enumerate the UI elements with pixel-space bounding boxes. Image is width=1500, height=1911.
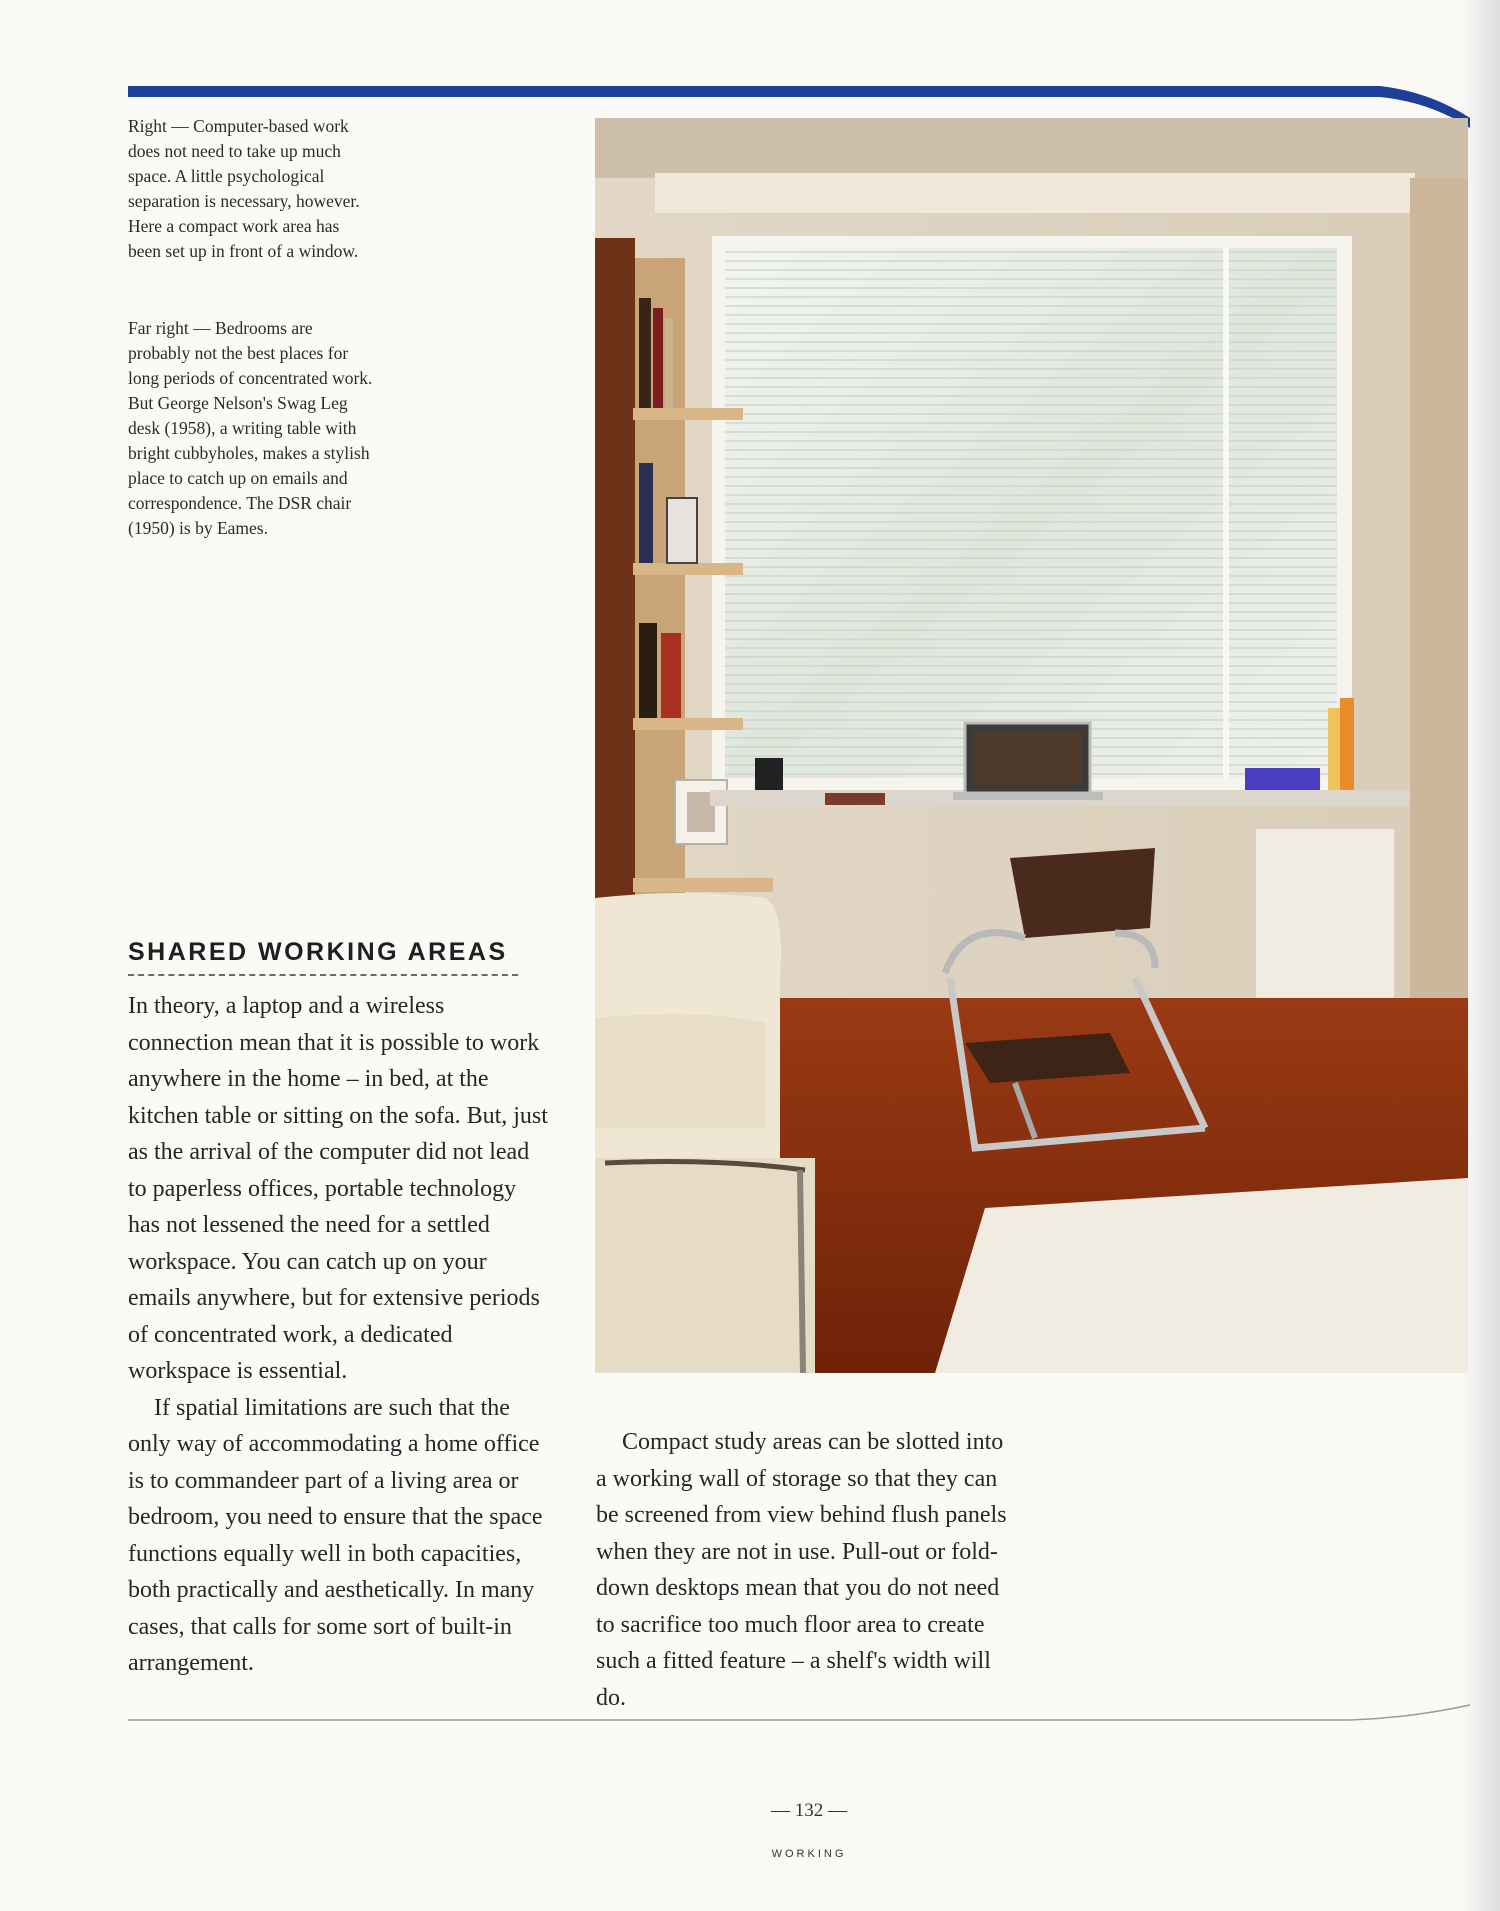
section-label: WORKING [771, 1848, 847, 1860]
home-office-photo [595, 118, 1468, 1373]
body-column-right [596, 1424, 1016, 1716]
caption-right: Right — Computer-based work does not need to take up much space. A little psychological separation is necessary, however. Here a compact work area has been set up in front of a window. [128, 116, 360, 261]
body-column-left [128, 988, 548, 1682]
caption-far-right-text: Bedrooms are probably not the best places for long periods of concentrated work. But George Nelson's Swag Leg desk (1958), a writing table with bright cubbyholes, makes a stylish place to catch up on emails and correspondence. The DSR chair (1950) is by Eames. [128, 318, 373, 538]
caption-far-right: Far right — Bedrooms are probably not the best places for long periods of concentrated work. But George Nelson's Swag Leg desk (1958), a writing table with bright cubbyholes, makes a stylish place to catch up on emails and correspondence. The DSR chair (1950) is by Eames. [128, 318, 373, 538]
body-paragraph-2: If spatial limitations are such that the only way of accommodating a home office is to commandeer part of a living area or bedroom, you need to ensure that the space functions equally well in both capacities, both practically and aesthetically. In many cases, that calls for some sort of built-in arrangement. [128, 1394, 543, 1676]
body-paragraph-3: Compact study areas can be slotted into a working wall of storage so that they can be screened from view behind flush panels when they are not in use. Pull-out or fold-down desktops mean that you do not need to sacrifice too much floor area to create such a fitted feature – a shelf's width will do. [596, 1429, 1007, 1711]
heading-dotted-rule [128, 974, 518, 976]
page-number: — 132 — [771, 1800, 847, 1821]
body-paragraph-1: In theory, a laptop and a wireless connection mean that it is possible to work anywhere in the home – in bed, at the kitchen table or sitting on the sofa. But, just as the arrival of the computer did not lead to paperless offices, portable technology has not lessened the need for a settled workspace. You can catch up on your emails anywhere, but for extensive periods of concentrated work, a dedicated workspace is essential. [128, 993, 548, 1384]
caption-right-lead: Right [128, 116, 167, 136]
bottom-rule [0, 1700, 1500, 1740]
caption-right-text: Computer-based work does not need to take up much space. A little psychological separation is necessary, however. Here a compact work area has been set up in front of a window. [128, 116, 360, 261]
home-office-illustration [595, 118, 1468, 1373]
section-heading: SHARED WORKING AREAS [128, 938, 508, 966]
caption-far-right-lead: Far right [128, 318, 189, 338]
